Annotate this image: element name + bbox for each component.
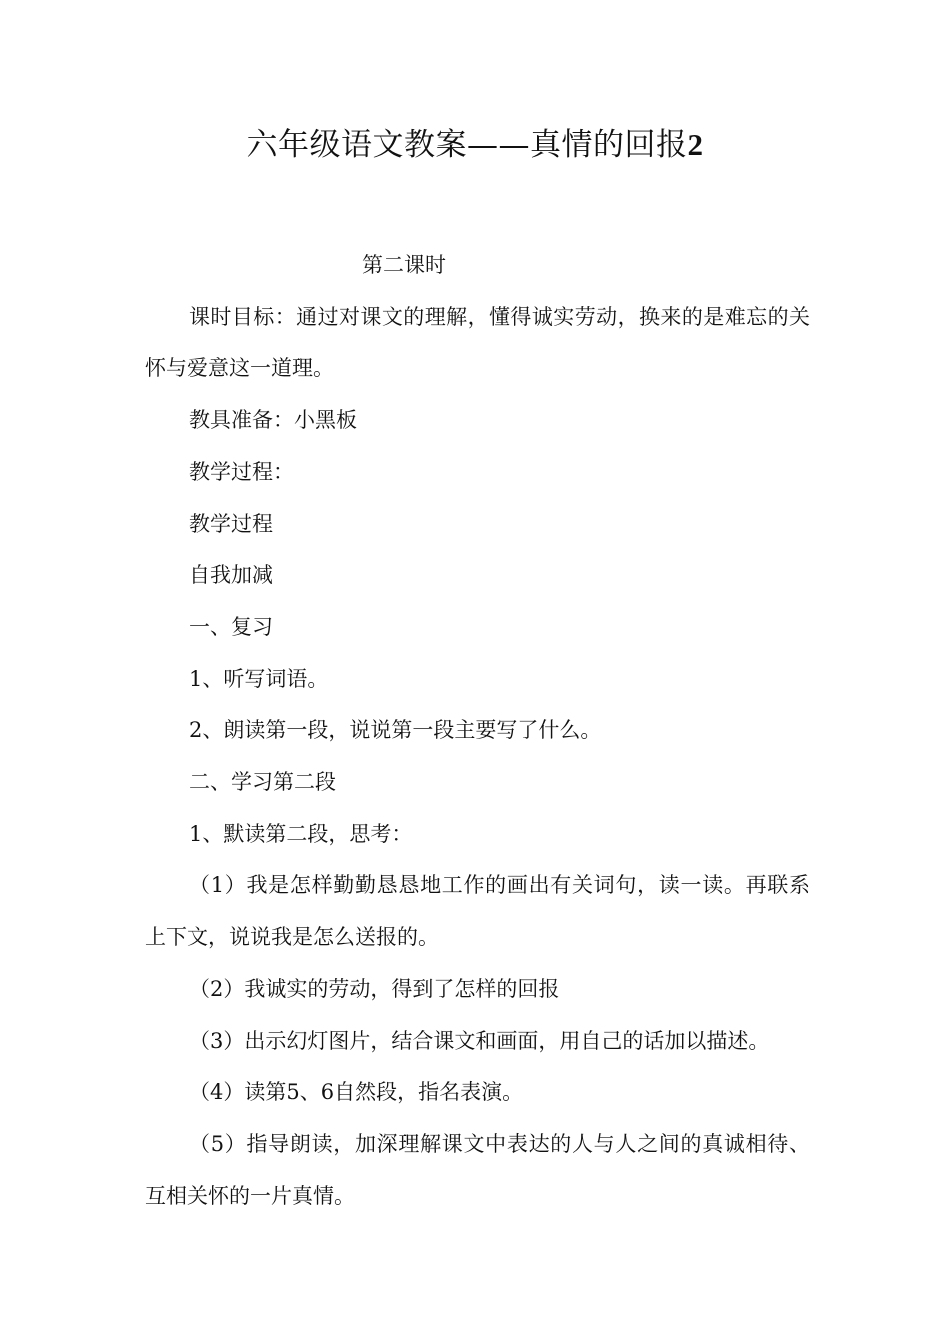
paragraph-self-adjust: 自我加减 xyxy=(189,563,273,588)
list-item: 1、听写词语。 xyxy=(189,666,329,691)
list-item: 1、默读第二段，思考： xyxy=(189,821,413,846)
section-review-heading: 一、复习 xyxy=(189,614,273,639)
list-item: （1）我是怎样勤勤恳恳地工作的画出有关词句，读一读。再联系上下文，说说我是怎么送报的。 xyxy=(145,873,810,950)
list-item: （4）读第5、6自然段，指名表演。 xyxy=(189,1080,524,1105)
title-text: 六年级语文教案——真情的回报 xyxy=(246,127,688,163)
paragraph-objective: 课时目标：通过对课文的理解，懂得诚实劳动，换来的是难忘的关怀与爱意这一道理。 xyxy=(145,304,810,381)
lesson-subtitle: 第二课时 xyxy=(362,253,446,277)
paragraph-process-heading: 教学过程： xyxy=(189,459,294,484)
paragraph-process: 教学过程 xyxy=(189,511,273,536)
list-item: （3）出示幻灯图片，结合课文和画面，用自己的话加以描述。 xyxy=(189,1028,770,1053)
document-title xyxy=(0,118,950,172)
title-number: 2 xyxy=(687,127,704,162)
paragraph-materials: 教具准备：小黑板 xyxy=(189,408,357,433)
list-item: （5）指导朗读，加深理解课文中表达的人与人之间的真诚相待、互相关怀的一片真情。 xyxy=(145,1131,810,1208)
section-study-heading: 二、学习第二段 xyxy=(189,770,336,795)
list-item: （2）我诚实的劳动，得到了怎样的回报 xyxy=(189,976,560,1001)
document-body xyxy=(145,240,810,1222)
list-item: 2、朗读第一段，说说第一段主要写了什么。 xyxy=(189,718,602,743)
